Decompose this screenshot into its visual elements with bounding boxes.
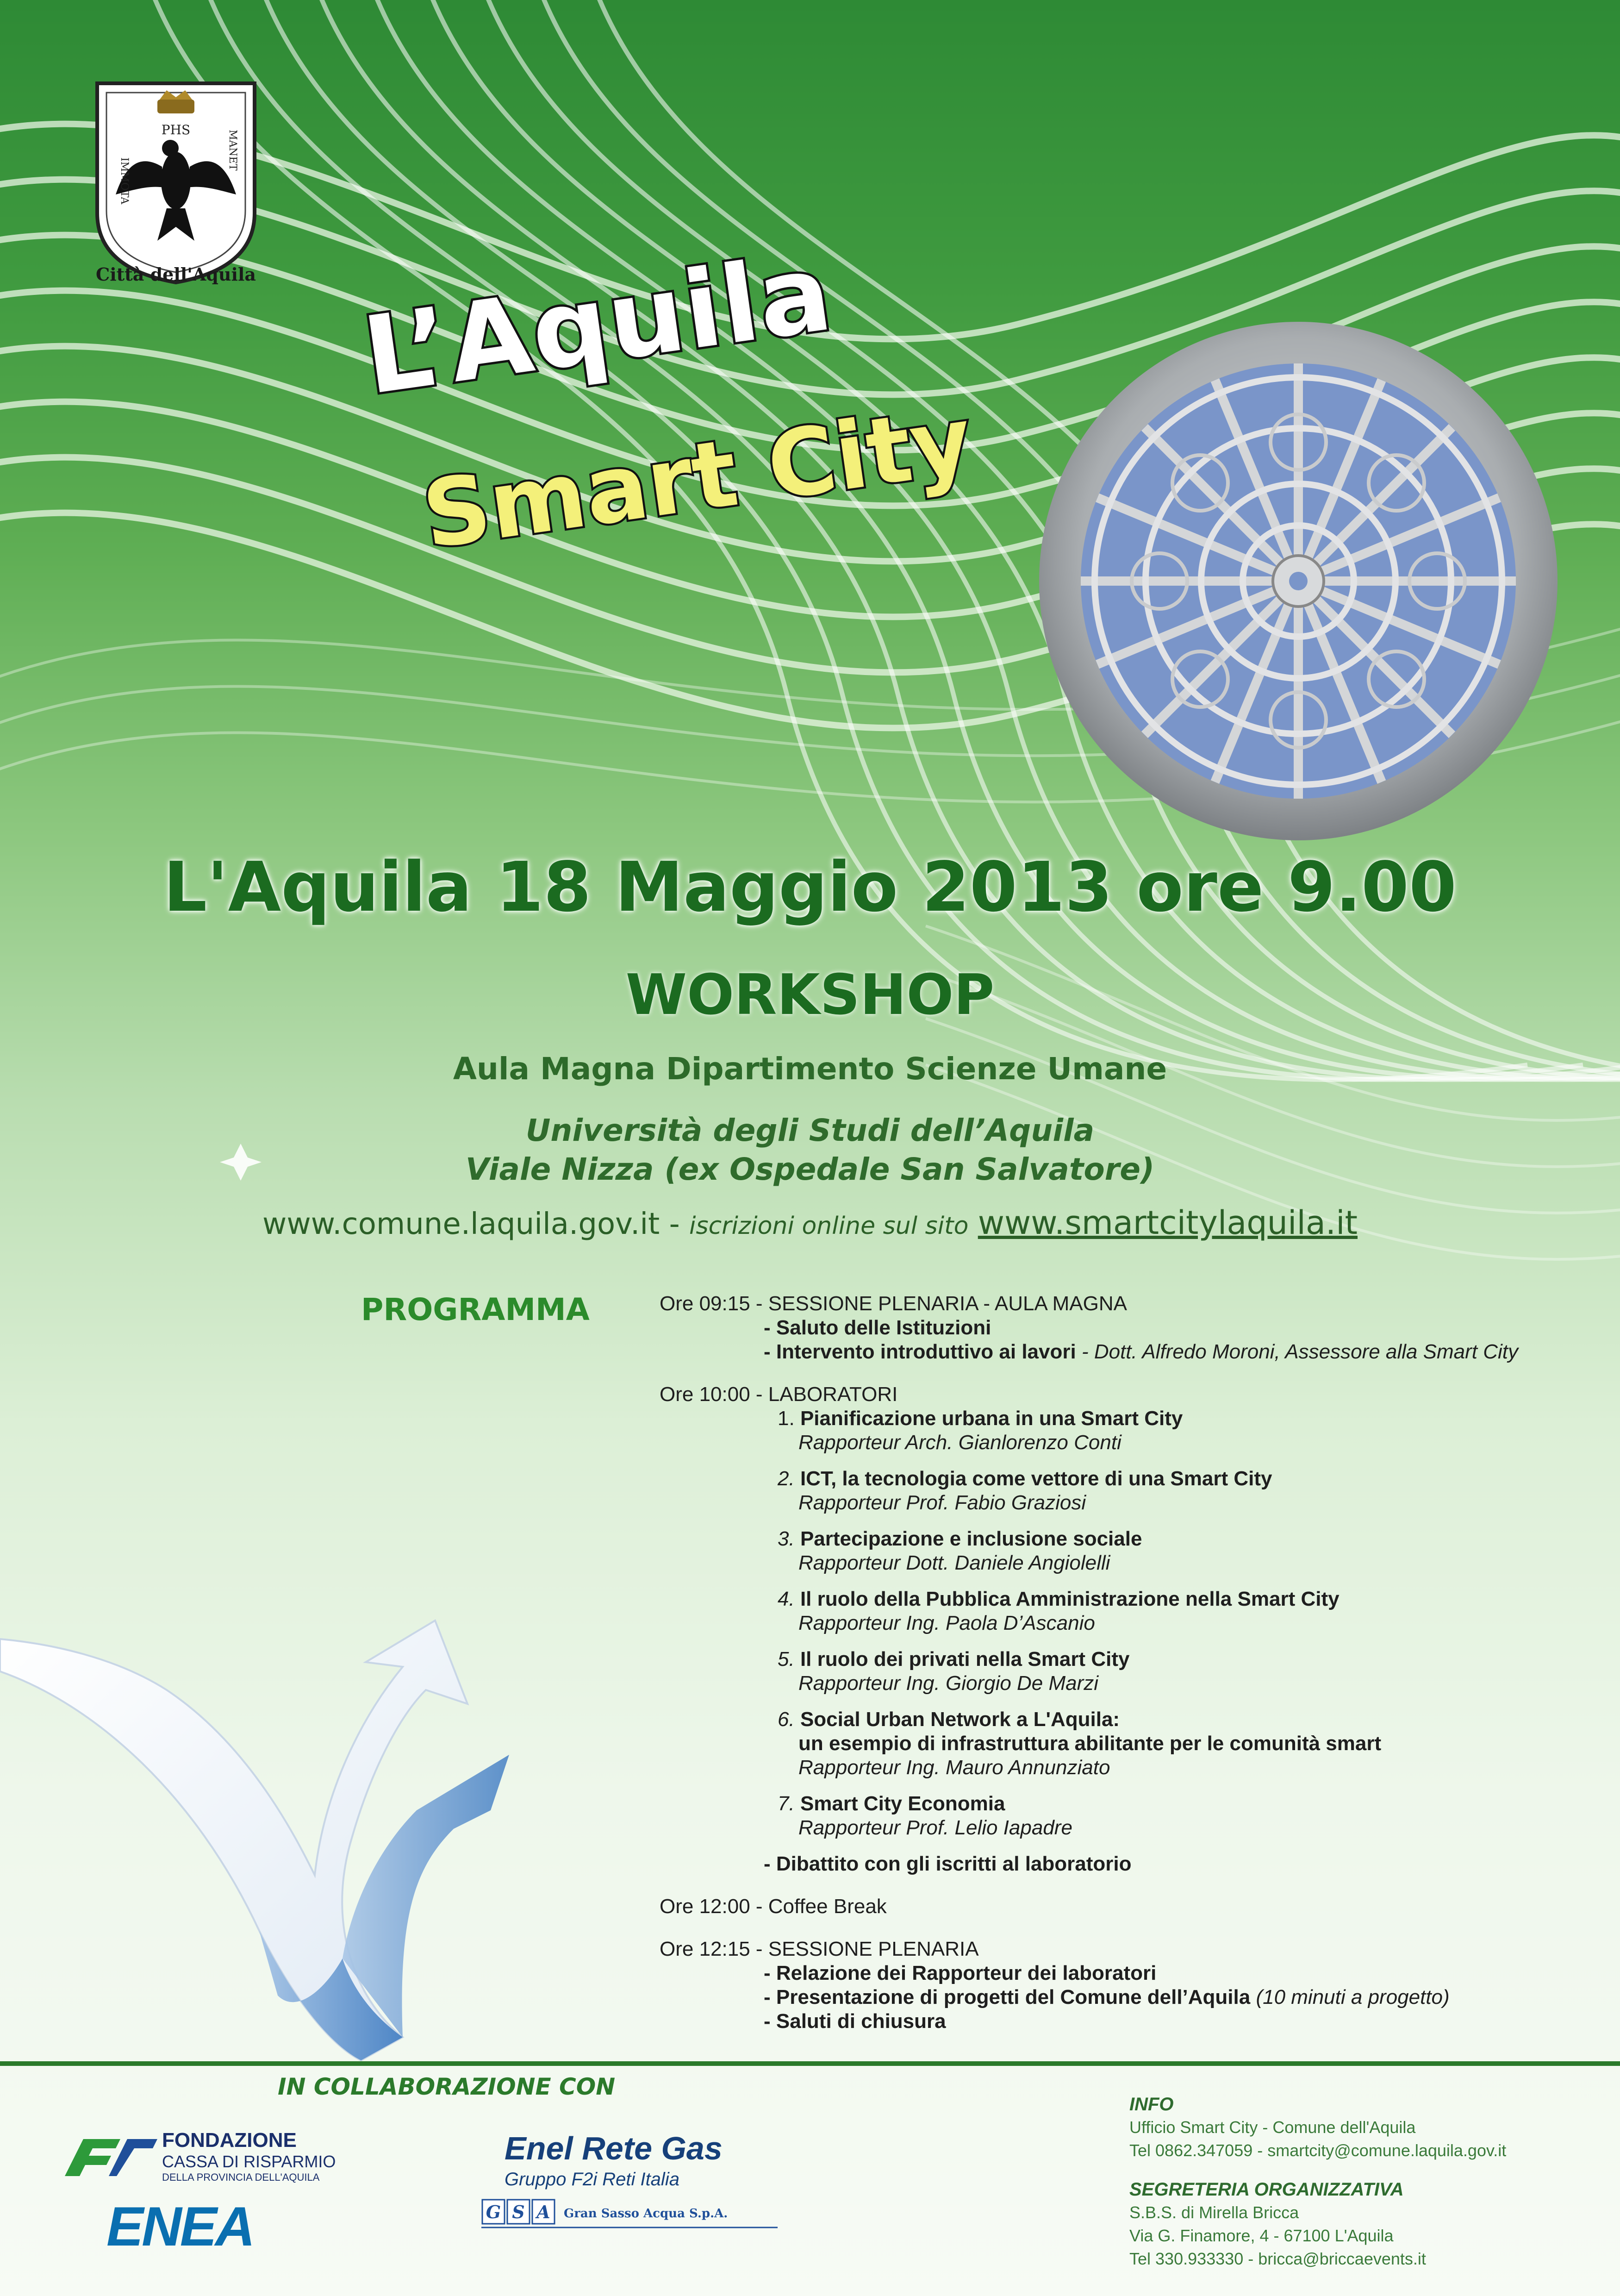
gsa-letter: S (512, 2202, 525, 2222)
session-4-item: - Saluti di chiusura (764, 2010, 946, 2033)
info-heading: INFO (1129, 2094, 1174, 2115)
lab-number: 6. (778, 1708, 795, 1731)
lab-item (660, 1792, 1585, 1816)
lab-rapporteur: Rapporteur Dott. Daniele Angiolelli (798, 1552, 1110, 1574)
svg-text:MANET: MANET (227, 130, 238, 171)
session-4-item-note: (10 minuti a progetto) (1250, 1986, 1450, 2008)
lab-rapporteur: Rapporteur Ing. Paola D’Ascanio (798, 1612, 1095, 1634)
gsa-name: Gran Sasso Acqua S.p.A. (564, 2207, 728, 2221)
lab-rapporteur: Rapporteur Ing. Giorgio De Marzi (798, 1672, 1099, 1695)
lab-number: 2. (778, 1467, 795, 1490)
svg-text:PHS: PHS (161, 122, 191, 138)
session-4-item (660, 1985, 1585, 2009)
fondazione-line-2: CASSA DI RISPARMIO (162, 2152, 336, 2171)
lab-number: 7. (778, 1792, 795, 1815)
session-4-time: Ore 12:15 - SESSIONE PLENARIA (660, 1938, 979, 1960)
session-1-item-note: - Dott. Alfredo Moroni, Assessore alla Smart City (1076, 1340, 1518, 1363)
links-separator: - (660, 1207, 690, 1241)
session-4-item-label: - Presentazione di progetti del Comune dell’Aquila (764, 1986, 1251, 2008)
crest-caption: Città dell'Aquila (95, 264, 256, 285)
fondazione-logo-icon (65, 2130, 157, 2181)
enea-logo: ENEA (106, 2196, 254, 2258)
enel-logo: Enel Rete Gas (505, 2130, 723, 2166)
footer-divider (0, 2061, 1620, 2066)
lab-item (660, 1467, 1585, 1491)
svg-text:IMMOTA: IMMOTA (118, 157, 130, 205)
lab-title: Il ruolo dei privati nella Smart City (800, 1648, 1130, 1670)
info-line: Ufficio Smart City - Comune dell'Aquila (1129, 2118, 1416, 2137)
session-1-item (660, 1340, 1585, 1364)
lab-title: ICT, la tecnologia come vettore di una Smart City (800, 1467, 1272, 1490)
segreteria-line: S.B.S. di Mirella Bricca (1129, 2203, 1299, 2222)
title-line-1: L’Aquila (356, 231, 840, 419)
info-block (1129, 2093, 1506, 2271)
event-date: L'Aquila 18 Maggio 2013 ore 9.00 (163, 847, 1457, 927)
lab-item (660, 1527, 1585, 1551)
lab-number: 5. (778, 1648, 795, 1670)
fondazione-text (162, 2129, 336, 2183)
lab-rapporteur: Rapporteur Ing. Mauro Annunziato (798, 1756, 1110, 1779)
lab-title-continued: un esempio di infrastruttura abilitante per le comunità smart (798, 1732, 1382, 1755)
event-university: Università degli Studi dell’Aquila (525, 1113, 1095, 1148)
event-type: WORKSHOP (625, 963, 995, 1027)
lab-number: 4. (778, 1588, 795, 1610)
lab-title: Il ruolo della Pubblica Amministrazione nella Smart City (800, 1588, 1340, 1610)
links-line (0, 1204, 1620, 1242)
enel-subtitle: Gruppo F2i Reti Italia (505, 2169, 679, 2190)
gsa-letter: A (536, 2202, 550, 2222)
fondazione-line-1: FONDAZIONE (162, 2129, 297, 2152)
gsa-logo (481, 2197, 778, 2229)
programma-list (660, 1292, 1585, 2033)
session-4-item: - Relazione dei Rapporteur dei laboratori (764, 1962, 1157, 1984)
lab-title: Smart City Economia (800, 1792, 1005, 1815)
lab-rapporteur: Rapporteur Prof. Lelio Iapadre (798, 1816, 1072, 1839)
session-3-time: Ore 12:00 - Coffee Break (660, 1895, 887, 1918)
event-venue: Aula Magna Dipartimento Scienze Umane (453, 1051, 1167, 1087)
fondazione-line-3: DELLA PROVINCIA DELL'AQUILA (162, 2171, 320, 2183)
segreteria-heading: SEGRETERIA ORGANIZZATIVA (1129, 2179, 1404, 2200)
lab-title: Pianificazione urbana in una Smart City (800, 1407, 1183, 1430)
segreteria-line[interactable]: Tel 330.933330 - bricca@briccaevents.it (1129, 2249, 1426, 2268)
session-1-item-label: - Intervento introduttivo ai lavori (764, 1340, 1076, 1363)
lab-item (660, 1708, 1585, 1732)
lab-item (660, 1587, 1585, 1611)
collab-heading: IN COLLABORAZIONE CON (278, 2073, 616, 2100)
event-university-block (0, 1111, 1620, 1189)
lab-rapporteur: Rapporteur Arch. Gianlorenzo Conti (798, 1431, 1122, 1454)
lab-title: Partecipazione e inclusione sociale (800, 1527, 1142, 1550)
lab-number: 1. (778, 1407, 795, 1430)
lab-number: 3. (778, 1527, 795, 1550)
programma-heading: PROGRAMMA (361, 1292, 590, 1327)
session-2-close: - Dibattito con gli iscritti al laboratorio (764, 1852, 1132, 1875)
session-2-time: Ore 10:00 - LABORATORI (660, 1383, 898, 1406)
session-1-time: Ore 09:15 - SESSIONE PLENARIA - AULA MAGNA (660, 1292, 1127, 1315)
session-1-item: - Saluto delle Istituzioni (764, 1316, 991, 1339)
info-line[interactable]: Tel 0862.347059 - smartcity@comune.laquila.gov.it (1129, 2141, 1507, 2160)
lab-item (660, 1407, 1585, 1431)
lab-item (660, 1647, 1585, 1671)
rising-arrow-graphic (0, 1551, 532, 2088)
title-line-2: Smart City (417, 386, 978, 570)
lab-rapporteur: Rapporteur Prof. Fabio Graziosi (798, 1491, 1086, 1514)
site-link[interactable]: www.comune.laquila.gov.it (262, 1207, 660, 1241)
gsa-letter: G (486, 2202, 501, 2222)
lab-title: Social Urban Network a L'Aquila: (800, 1708, 1120, 1731)
segreteria-line: Via G. Finamore, 4 - 67100 L'Aquila (1129, 2226, 1394, 2245)
rose-window-image (1032, 315, 1564, 847)
signup-text: iscrizioni online sul sito (689, 1212, 969, 1240)
event-address: Viale Nizza (ex Ospedale San Salvatore) (465, 1151, 1155, 1187)
signup-link[interactable]: www.smartcitylaquila.it (978, 1204, 1358, 1242)
